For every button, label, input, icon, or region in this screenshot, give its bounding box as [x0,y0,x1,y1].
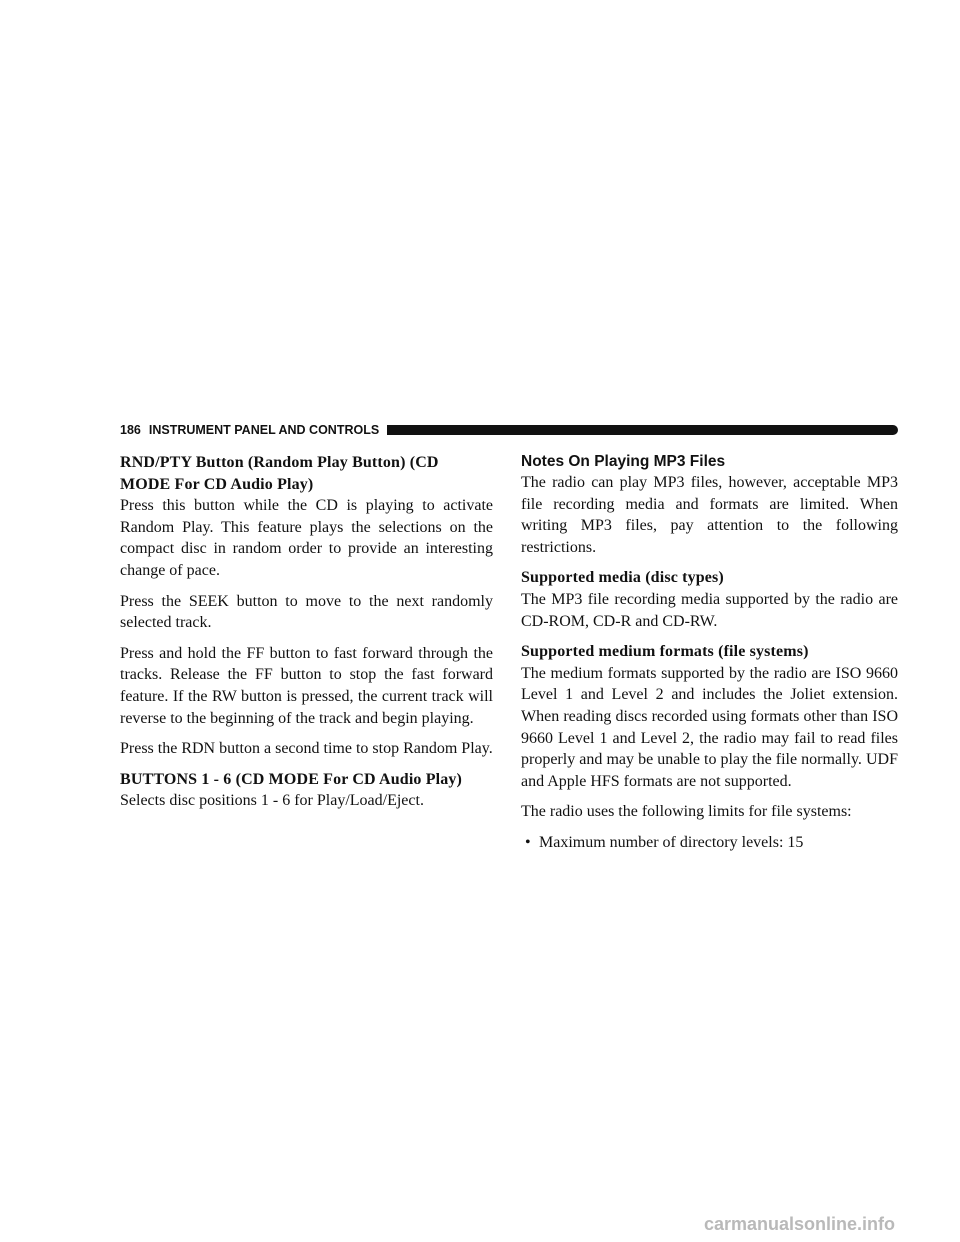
rnd-paragraph-3: Press and hold the FF button to fast forward through the tracks. Release the FF button to stop the fast forward feature. If the RW button is pressed, the current track will reverse to the beginning of the track and begin playing. [120,644,493,727]
left-column [120,452,493,821]
bullet-icon: • [525,833,531,851]
mp3-paragraph: The radio can play MP3 files, however, acceptable MP3 file recording media and formats are limited. When writing MP3 files, pay attention to the following restrictions. [521,474,898,556]
media-heading: Supported media (disc types) [521,569,724,587]
page-number: 186 [120,423,141,437]
rnd-heading: RND/PTY Button (Random Play Button) (CD MODE For CD Audio Play) [120,454,439,493]
media-section [521,567,898,632]
formats-heading: Supported medium formats (file systems) [521,643,809,661]
header-rule [387,425,898,435]
formats-section [521,641,898,792]
mp3-heading: Notes On Playing MP3 Files [521,453,726,470]
limits-intro: The radio uses the following limits for file systems: [521,803,852,821]
buttons-paragraph: Selects disc positions 1 - 6 for Play/Load/Eject. [120,792,424,810]
list-item [521,832,898,854]
rnd-paragraph-4: Press the RDN button a second time to stop Random Play. [120,740,493,758]
buttons-section [120,769,493,812]
page-header [120,422,898,438]
section-title: INSTRUMENT PANEL AND CONTROLS [148,423,380,437]
right-column [521,452,898,854]
svg-text:carmanualsonline.info: carmanualsonline.info [703,1214,895,1234]
bullet-text: Maximum number of directory levels: 15 [539,833,804,851]
rnd-paragraph-1: Press this button while the CD is playing to activate Random Play. This feature plays the selections on the compact disc in random order to provide an interesting change of pace. [120,497,493,579]
rnd-section [120,452,493,582]
formats-paragraph: The medium formats supported by the radio are ISO 9660 Level 1 and Level 2 and includes the Joliet extension. When reading discs recorded using formats other than ISO 9660 Level 1 and Level 2, the radio may fail to read files properly and may be unable to play the file normally. UDF and Apple HFS formats are not supported. [521,664,898,790]
buttons-heading: BUTTONS 1 - 6 (CD MODE For CD Audio Play) [120,770,463,788]
watermark-logo [596,1212,896,1236]
mp3-section [521,452,898,558]
media-paragraph: The MP3 file recording media supported by the radio are CD-ROM, CD-R and CD-RW. [521,590,898,630]
rnd-paragraph-2: Press the SEEK button to move to the next randomly selected track. [120,592,493,632]
